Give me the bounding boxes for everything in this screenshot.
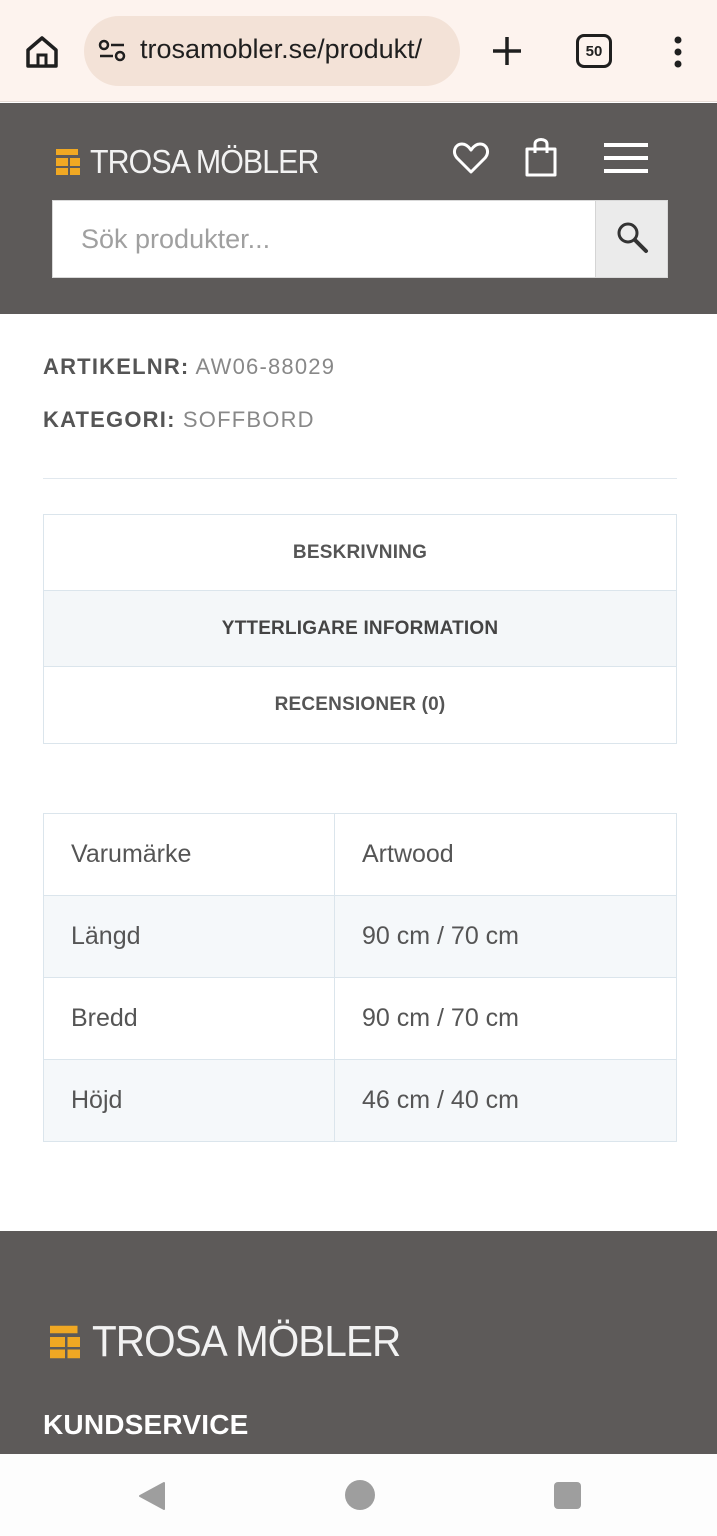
attribute-value: 90 cm / 70 cm (335, 978, 677, 1060)
attribute-label: Varumärke (44, 814, 335, 896)
footer-heading: KUNDSERVICE (43, 1409, 249, 1440)
table-row (44, 1060, 677, 1142)
tab-switcher-button[interactable] (576, 34, 612, 68)
more-options-icon[interactable] (666, 34, 690, 70)
footer-logo-mark-icon (50, 1323, 90, 1361)
attribute-label: Höjd (44, 1060, 335, 1142)
sku-row (43, 354, 335, 380)
url-text[interactable]: trosamobler.se/produkt/ (140, 34, 423, 64)
site-settings-icon[interactable] (98, 39, 126, 63)
divider (43, 478, 677, 479)
category-label: KATEGORI: (43, 407, 176, 432)
search-button[interactable] (595, 201, 667, 277)
category-link[interactable]: SOFFBORD (182, 407, 315, 432)
attribute-label: Längd (44, 896, 335, 978)
table-row (44, 896, 677, 978)
table-row (44, 814, 677, 896)
attribute-value: 90 cm / 70 cm (335, 896, 677, 978)
logo-mark-icon (56, 147, 88, 177)
hamburger-menu-icon[interactable] (604, 141, 648, 175)
table-row (44, 978, 677, 1060)
sku-label: ARTIKELNR: (43, 354, 190, 379)
footer-logo[interactable] (50, 1317, 427, 1367)
wishlist-heart-icon[interactable] (452, 139, 490, 177)
tab-count: 50 (585, 42, 603, 60)
address-bar[interactable] (84, 16, 460, 86)
attributes-table (43, 813, 677, 1142)
search-icon (615, 220, 649, 259)
back-icon[interactable] (138, 1481, 166, 1511)
home-circle-icon[interactable] (345, 1480, 375, 1510)
browser-toolbar (0, 0, 717, 102)
site-logo[interactable] (56, 143, 338, 181)
home-icon[interactable] (20, 30, 64, 74)
footer-logo-text: TROSA MÖBLER (92, 1317, 401, 1366)
site-footer (0, 1231, 717, 1454)
logo-text: TROSA MÖBLER (90, 143, 319, 180)
product-search (52, 200, 668, 278)
category-row (43, 407, 315, 433)
attribute-value: Artwood (335, 814, 677, 896)
new-tab-icon[interactable] (488, 32, 526, 70)
product-tabs (43, 514, 677, 744)
site-header (0, 103, 717, 314)
tab-description[interactable]: BESKRIVNING (44, 515, 676, 591)
tab-additional-information[interactable]: YTTERLIGARE INFORMATION (44, 591, 676, 667)
recent-apps-icon[interactable] (554, 1482, 581, 1509)
attribute-label: Bredd (44, 978, 335, 1060)
cart-bag-icon[interactable] (524, 135, 558, 177)
attribute-value: 46 cm / 40 cm (335, 1060, 677, 1142)
search-input[interactable] (53, 201, 596, 277)
sku-value: AW06-88029 (195, 354, 336, 379)
system-navigation-bar (0, 1454, 717, 1536)
tab-reviews[interactable]: RECENSIONER (0) (274, 694, 446, 715)
